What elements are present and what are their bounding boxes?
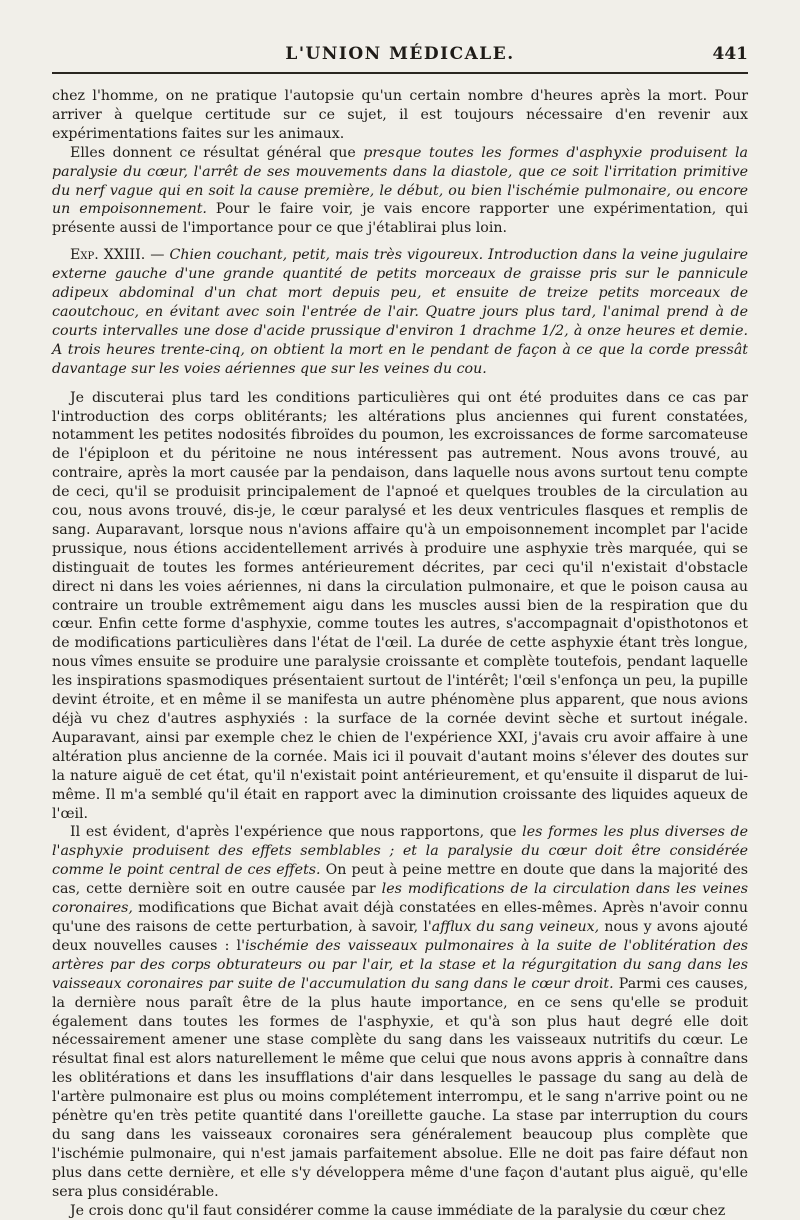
text-run: chez l'homme, on ne pratique l'autopsie qu'un certain nombre d'heures après la mort. Pour arriver à quelque certitude sur ce sujet, il est toujours nécessaire d'en revenir aux expérimentations faites sur les animaux. xyxy=(52,88,748,142)
emphasized-text: ischémie des vaisseaux pulmonaires à la suite de l'oblitération des artères par des corps obturateurs ou par l'air, et la stase et la régurgitation du sang dans les vaisseaux coronaires par suite de l'accumulation du sang dans le cœur droit. xyxy=(52,937,749,992)
running-title: L'UNION MÉDICALE. xyxy=(285,44,515,64)
text-run: On peut à peine mettre en doute que dans la majorité des cas, cette dernière soit en outre causée par xyxy=(52,862,748,898)
body-paragraph xyxy=(52,823,748,1201)
emphasized-text: Chien couchant, petit, mais très vigoureux. Introduction dans la veine jugulaire externe gauche d'une grande quantité de petits morceaux de graisse pris sur le pannicule adipeux abdominal d'un chat mort depuis peu, et ensuite de treize petits morceaux de caoutchouc, en évitant avec soin l'entrée de l'air. Quatre jours plus tard, l'animal prend à de courts intervalles une dose d'acide prussique d'environ 1 drachme 1/2, à onze heures et demie. A trois heures trente-cinq, on obtient la mort en le pendant de façon à ce que la corde pressât davantage sur les voies aériennes que sur les veines du cou. xyxy=(52,247,748,377)
text-run: Il est évident, d'après l'expérience que nous rapportons, que xyxy=(70,824,523,841)
page-number: 441 xyxy=(712,44,748,64)
body-paragraph xyxy=(52,87,748,144)
experiment-label: Exp. XXIII. xyxy=(70,247,146,264)
experiment-paragraph xyxy=(52,246,748,378)
text-run: Je discuterai plus tard les conditions particulières qui ont été produites dans ce cas par l'introduction des corps oblitérants; les altérations plus anciennes qui furent constatées, notamment les petites nodosités fibroïdes du poumon, les excroissances de forme sarcomateuse de l'épiploon et du péritoine ne nous intéressent pas autrement. Nous avons trouvé, au contraire, après la mort causée par la pendaison, dans laquelle nous avons surtout tenu compte de ceci, qu'il se produisit principalement de l'apnoé et quelques troubles de la circulation au cou, nous avons trouvé, dis-je, le cœur paralysé et les deux ventricules flasques et remplis de sang. Auparavant, lorsque nous n'avions affaire qu'à un empoisonnement incomplet par l'acide prussique, nous étions accidentellement arrivés à produire une asphyxie très marquée, qui se distinguait de toutes les formes antérieurement décrites, par ceci qu'il n'existait d'obstacle direct ni dans les voies aériennes, ni dans la circulation pulmonaire, et que le poison causa au contraire un trouble extrêmement aigu dans les muscles aussi bien de la respiration que du cœur. Enfin cette forme d'asphyxie, comme toutes les autres, s'accompagnait d'opisthotonos et de modifications particulières dans l'état de l'œil. La durée de cette asphyxie étant très longue, nous vîmes ensuite se produire une paralysie croissante et complète toutefois, pendant laquelle les inspirations spasmodiques présentaient surtout de l'intérêt; l'œil s'enfonça un peu, la pupille devint étroite, et en même il se manifesta un autre phénomène plus apparent, que nous avions déjà vu chez d'autres asphyxiés : la surface de la cornée devint sèche et surtout inégale. Auparavant, ainsi par exemple chez le chien de l'expérience XXI, j'avais cru avoir affaire à une altération plus ancienne de la cornée. Mais ici il pouvait d'autant moins s'élever des doutes sur la nature aiguë de cet état, qu'il n'existait point antérieurement, et qu'ensuite il disparut de lui-même. Il m'a semblé qu'il était en rapport avec la diminution croissante des liquides aqueux de l'œil. xyxy=(52,389,748,822)
text-run: modifications que Bichat avait déjà constatées en elles-mêmes. Après n'avoir connu qu'une des raisons de cette perturbation, à savoir, l' xyxy=(52,900,748,935)
text-run: — xyxy=(145,247,170,264)
page-header xyxy=(52,44,748,74)
article-body xyxy=(52,87,748,1220)
body-paragraph xyxy=(52,144,748,239)
text-run: Je crois donc qu'il faut considérer comme la cause immédiate de la paralysie du cœur chez xyxy=(70,1202,726,1219)
emphasized-text: les formes les plus diverses de l'asphyxie produisent des effets semblables ; et la paralysie du cœur doit être considérée comme le point central de ces effets. xyxy=(52,824,749,879)
body-paragraph xyxy=(52,1202,748,1220)
emphasized-text: les modifications de la circulation dans les veines coronaires, xyxy=(52,881,749,917)
body-paragraph xyxy=(52,389,748,824)
text-run: Parmi ces causes, la dernière nous paraît être de la plus haute importance, en ce sens qu'elle se produit également dans toutes les formes de l'asphyxie, et qu'à son plus haut degré elle doit nécessairement amener une stase complète du sang dans les vaisseaux nutritifs du cœur. Le résultat final est alors naturellement le même que celui que nous avons appris à connaître dans les oblitérations et dans les insufflations d'air dans lesquelles le passage du sang au delà de l'artère pulmonaire est plus ou moins complétement interrompu, et le sang n'arrive point ou ne pénètre qu'en très petite quantité dans l'oreillette gauche. La stase par interruption du cours du sang dans les vaisseaux coronaires sera généralement beaucoup plus complète que l'ischémie pulmonaire, qui n'est jamais parfaitement absolue. Elle ne doit pas faire défaut non plus dans cette dernière, et elle s'y développera même d'une façon d'autant plus aiguë, qu'elle sera plus considérable. xyxy=(52,975,748,1200)
text-run: Pour le faire voir, je vais encore rapporter une expérimentation, qui présente aussi de l'importance pour ce que j'établirai plus loin. xyxy=(52,201,748,237)
emphasized-text: presque toutes les formes d'asphyxie produisent la paralysie du cœur, l'arrêt de ses mouvements dans la diastole, que ce soit l'irritation primitive du nerf vague qui en soit la cause première, le début, ou bien l'ischémie pulmonaire, ou encore un empoisonnement. xyxy=(52,144,748,218)
text-run: nous y avons ajouté deux nouvelles causes : l' xyxy=(52,918,749,954)
emphasized-text: afflux du sang veineux, xyxy=(431,918,600,935)
text-run: Elles donnent ce résultat général que xyxy=(70,144,364,161)
